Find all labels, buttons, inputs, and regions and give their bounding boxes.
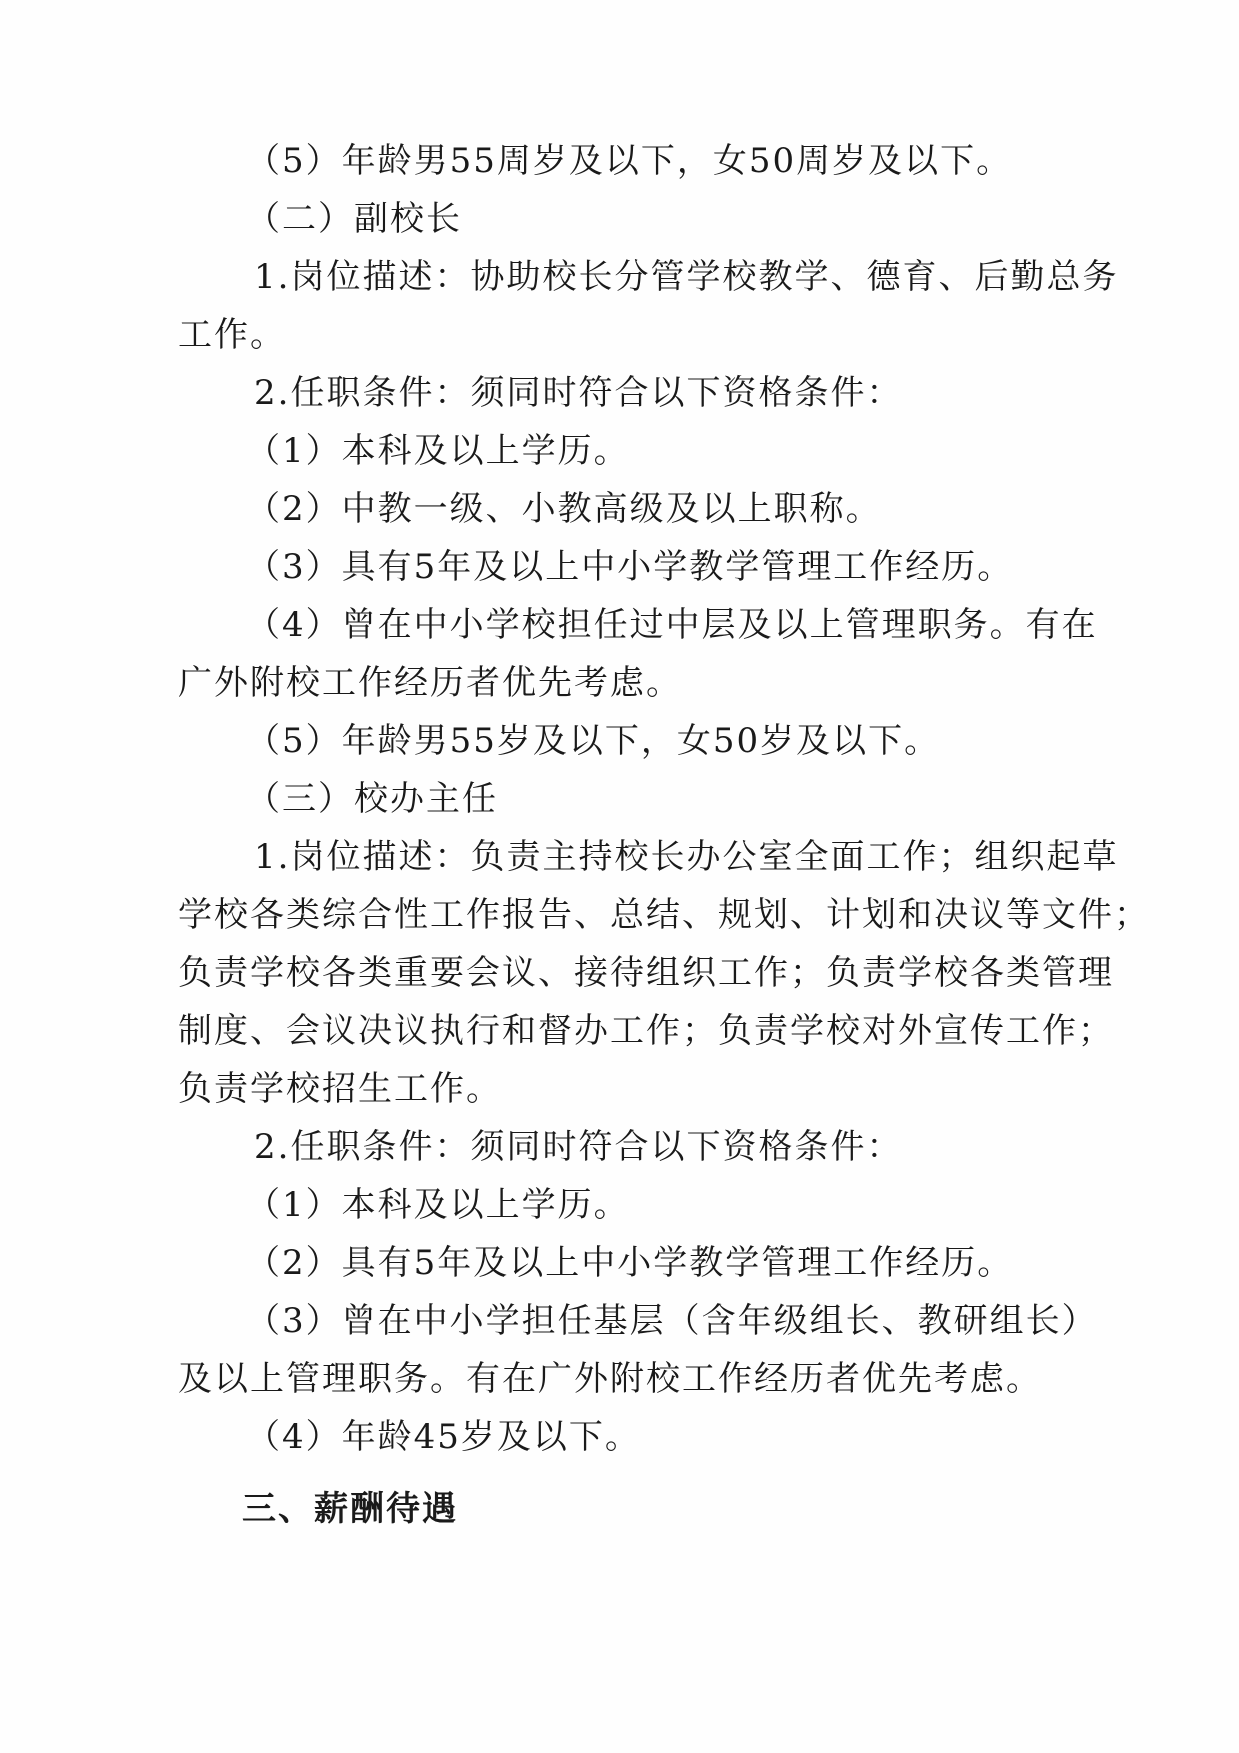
text-line: 1.岗位描述：协助校长分管学校教学、德育、后勤总务 — [254, 257, 1119, 297]
document-body — [178, 132, 1150, 1538]
text-line: 制度、会议决议执行和督办工作；负责学校对外宣传工作； — [178, 1011, 1114, 1051]
text-line: （3）曾在中小学担任基层（含年级组长、教研组长） — [246, 1301, 1098, 1341]
text-line: 负责学校招生工作。 — [178, 1069, 502, 1109]
text-line: 学校各类综合性工作报告、总结、规划、计划和决议等文件； — [178, 895, 1150, 935]
text-line: 负责学校各类重要会议、接待组织工作；负责学校各类管理 — [178, 953, 1114, 993]
text-line: （1）本科及以上学历。 — [246, 431, 630, 471]
text-line: （4）年龄45岁及以下。 — [246, 1417, 641, 1457]
text-line: 1.岗位描述：负责主持校长办公室全面工作；组织起草 — [254, 837, 1119, 877]
text-line: 工作。 — [178, 315, 286, 355]
text-line: （1）本科及以上学历。 — [246, 1185, 630, 1225]
text-line: （5）年龄男55岁及以下，女50岁及以下。 — [246, 721, 941, 761]
subsection-heading: （三）校办主任 — [246, 779, 498, 819]
text-line: 广外附校工作经历者优先考虑。 — [178, 663, 682, 703]
text-line: 2.任职条件：须同时符合以下资格条件： — [254, 373, 903, 413]
text-line: 及以上管理职务。有在广外附校工作经历者优先考虑。 — [178, 1359, 1042, 1399]
text-line: （2）中教一级、小教高级及以上职称。 — [246, 489, 882, 529]
section-heading: 三、薪酬待遇 — [242, 1489, 458, 1529]
subsection-heading: （二）副校长 — [246, 199, 462, 239]
text-line: （4）曾在中小学校担任过中层及以上管理职务。有在 — [246, 605, 1098, 645]
text-line: （5）年龄男55周岁及以下，女50周岁及以下。 — [246, 141, 1013, 181]
text-line: （2）具有5年及以上中小学教学管理工作经历。 — [246, 1243, 1014, 1283]
text-line: 2.任职条件：须同时符合以下资格条件： — [254, 1127, 903, 1167]
text-line: （3）具有5年及以上中小学教学管理工作经历。 — [246, 547, 1014, 587]
